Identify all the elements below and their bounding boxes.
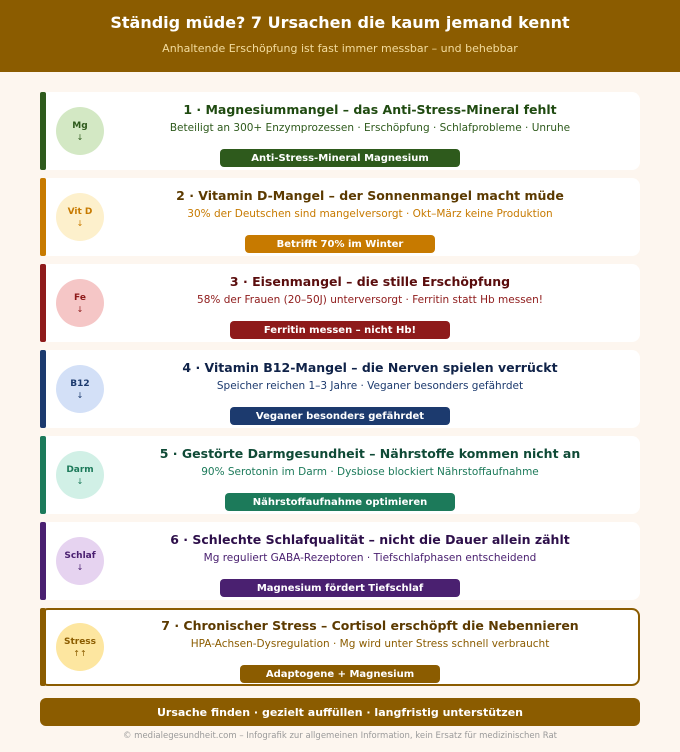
card-accent-bar — [40, 264, 46, 342]
nutrient-badge — [56, 451, 104, 499]
card-accent-bar — [40, 608, 46, 686]
arrow-down-icon: ↓ — [76, 391, 84, 400]
arrow-up-icon: ↑↑ — [73, 649, 87, 658]
card-title: 5 · Gestörte Darmgesundheit – Nährstoffe kommen nicht an — [159, 446, 581, 461]
card-pill: Betrifft 70% im Winter — [245, 235, 435, 253]
page-subtitle: Anhaltende Erschöpfung ist fast immer messbar – und behebbar — [162, 42, 518, 55]
summary-banner: Ursache finden · gezielt auffüllen · langfristig unterstützen — [40, 698, 640, 726]
arrow-down-icon: ↓ — [76, 563, 84, 572]
badge-label: Vit D — [67, 207, 93, 217]
cause-card-gut — [40, 436, 640, 514]
arrow-down-icon: ↓ — [76, 219, 84, 228]
arrow-down-icon: ↓ — [76, 305, 84, 314]
nutrient-badge — [56, 623, 104, 671]
card-title: 3 · Eisenmangel – die stille Erschöpfung — [229, 274, 511, 289]
card-title: 2 · Vitamin D-Mangel – der Sonnenmangel macht müde — [176, 188, 564, 203]
cause-card-vitamin-d — [40, 178, 640, 256]
card-description: Beteiligt an 300+ Enzymprozessen · Erschöpfung · Schlafprobleme · Unruhe — [169, 122, 571, 134]
card-description: 30% der Deutschen sind mangelversorgt · Okt–März keine Produktion — [187, 208, 553, 220]
arrow-down-icon: ↓ — [76, 477, 84, 486]
nutrient-badge — [56, 107, 104, 155]
card-description: Speicher reichen 1–3 Jahre · Veganer besonders gefährdet — [216, 380, 524, 392]
arrow-down-icon: ↓ — [76, 133, 84, 142]
page-title: Ständig müde? 7 Ursachen die kaum jemand kennt — [110, 13, 570, 32]
cause-card-iron — [40, 264, 640, 342]
badge-label: Mg — [72, 121, 88, 131]
card-accent-bar — [40, 436, 46, 514]
badge-label: B12 — [70, 379, 90, 389]
card-title: 7 · Chronischer Stress – Cortisol erschöpft die Nebennieren — [161, 618, 579, 633]
card-accent-bar — [40, 178, 46, 256]
card-pill: Veganer besonders gefährdet — [230, 407, 450, 425]
card-description: 58% der Frauen (20–50J) unterversorgt · Ferritin statt Hb messen! — [197, 294, 543, 306]
copyright-notice: © medialegesundheit.com – Infografik zur allgemeinen Information, kein Ersatz für medizinischen Rat — [122, 731, 558, 741]
card-title: 4 · Vitamin B12-Mangel – die Nerven spielen verrückt — [182, 360, 558, 375]
card-pill: Adaptogene + Magnesium — [240, 665, 440, 683]
card-title: 1 · Magnesiummangel – das Anti-Stress-Mineral fehlt — [183, 102, 557, 117]
nutrient-badge — [56, 365, 104, 413]
card-pill: Nährstoffaufnahme optimieren — [225, 493, 455, 511]
badge-label: Schlaf — [64, 551, 96, 561]
card-accent-bar — [40, 350, 46, 428]
card-pill: Ferritin messen – nicht Hb! — [230, 321, 450, 339]
nutrient-badge — [56, 279, 104, 327]
card-pill: Anti-Stress-Mineral Magnesium — [220, 149, 460, 167]
badge-label: Stress — [63, 637, 97, 647]
badge-label: Darm — [66, 465, 94, 475]
header-banner — [0, 0, 680, 72]
nutrient-badge — [56, 193, 104, 241]
card-pill: Magnesium fördert Tiefschlaf — [220, 579, 460, 597]
card-description: Mg reguliert GABA-Rezeptoren · Tiefschlafphasen entscheidend — [203, 552, 537, 564]
card-accent-bar — [40, 522, 46, 600]
cause-card-sleep — [40, 522, 640, 600]
card-description: HPA-Achsen-Dysregulation · Mg wird unter Stress schnell verbraucht — [190, 638, 550, 650]
cause-card-stress — [40, 608, 640, 686]
card-accent-bar — [40, 92, 46, 170]
cause-card-magnesium — [40, 92, 640, 170]
badge-label: Fe — [74, 293, 86, 303]
nutrient-badge — [56, 537, 104, 585]
card-description: 90% Serotonin im Darm · Dysbiose blockiert Nährstoffaufnahme — [201, 466, 539, 478]
card-title: 6 · Schlechte Schlafqualität – nicht die Dauer allein zählt — [170, 532, 570, 547]
cause-card-b12 — [40, 350, 640, 428]
